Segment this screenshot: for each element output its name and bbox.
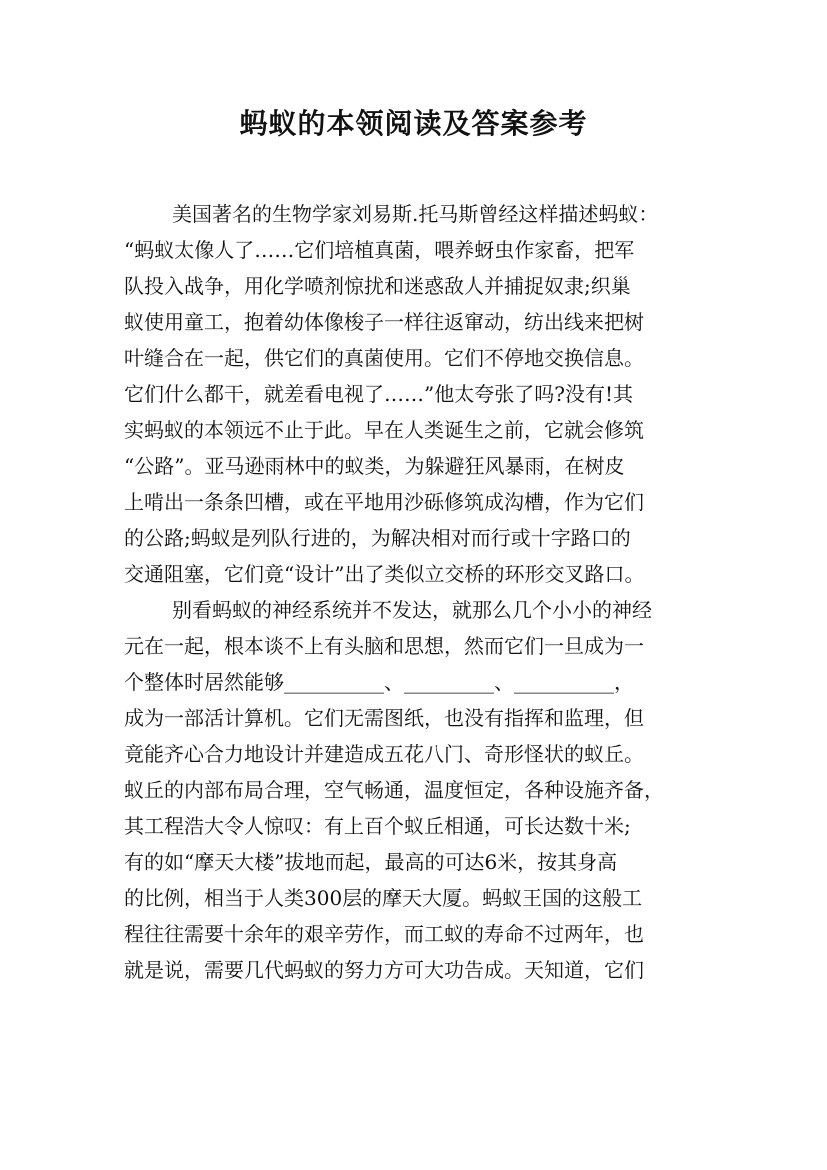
paragraph-line: 实蚂蚁的本领远不止于此。早在人类诞生之前，它就会修筑 [124,418,644,442]
paragraph-line: 队投入战争，用化学喷剂惊扰和迷惑敌人并捕捉奴隶;织巢 [124,274,631,298]
paragraph-line-with-blanks: 个整体时居然能够__________、_________、__________， [124,670,634,694]
paragraph-line: 上啃出一条条凹槽，或在平地用沙砾修筑成沟槽，作为它们 [124,490,644,514]
paragraph-line: 竟能齐心合力地设计并建造成五花八门、奇形怪状的蚁丘。 [124,742,644,766]
paragraph-line: 蚁使用童工，抱着幼体像梭子一样往返窜动，纺出线来把树 [124,310,644,334]
paragraph-line: “公路”。亚马逊雨林中的蚁类，为躲避狂风暴雨，在树皮 [124,454,625,478]
paragraph-line: 它们什么都干，就差看电视了……”他太夸张了吗?没有!其 [124,382,633,406]
paragraph-line: 成为一部活计算机。它们无需图纸，也没有指挥和监理，但 [124,706,644,730]
document-title: 蚂蚁的本领阅读及答案参考 [239,107,588,140]
paragraph-line: 程往往需要十余年的艰辛劳作，而工蚁的寿命不过两年，也 [124,922,644,946]
document-body [124,196,724,988]
paragraph-line: 叶缝合在一起，供它们的真菌使用。它们不停地交换信息。 [124,346,644,370]
paragraph-line: 别看蚂蚁的神经系统并不发达，就那么几个小小的神经 [172,598,652,622]
paragraph-line: 美国著名的生物学家刘易斯.托马斯曾经这样描述蚂蚁： [172,202,659,226]
paragraph-line: 的公路;蚂蚁是列队行进的，为解决相对而行或十字路口的 [124,526,631,550]
paragraph-line: “蚂蚁太像人了……它们培植真菌，喂养蚜虫作家畜，把军 [124,238,635,262]
paragraph-line: 其工程浩大令人惊叹：有上百个蚁丘相通，可长达数十米; [124,814,631,838]
paragraph-line: 元在一起，根本谈不上有头脑和思想，然而它们一旦成为一 [124,634,644,658]
paragraph-line: 的比例，相当于人类300层的摩天大厦。蚂蚁王国的这般工 [124,886,643,910]
paragraph-line: 蚁丘的内部布局合理，空气畅通，温度恒定，各种设施齐备， [124,778,664,802]
paragraph-line: 就是说，需要几代蚂蚁的努力方可大功告成。天知道，它们 [124,958,644,982]
paragraph-line: 有的如“摩天大楼”拔地而起，最高的可达6米，按其身高 [124,850,618,874]
paragraph-line: 交通阻塞，它们竟“设计”出了类似立交桥的环形交叉路口。 [124,562,645,586]
